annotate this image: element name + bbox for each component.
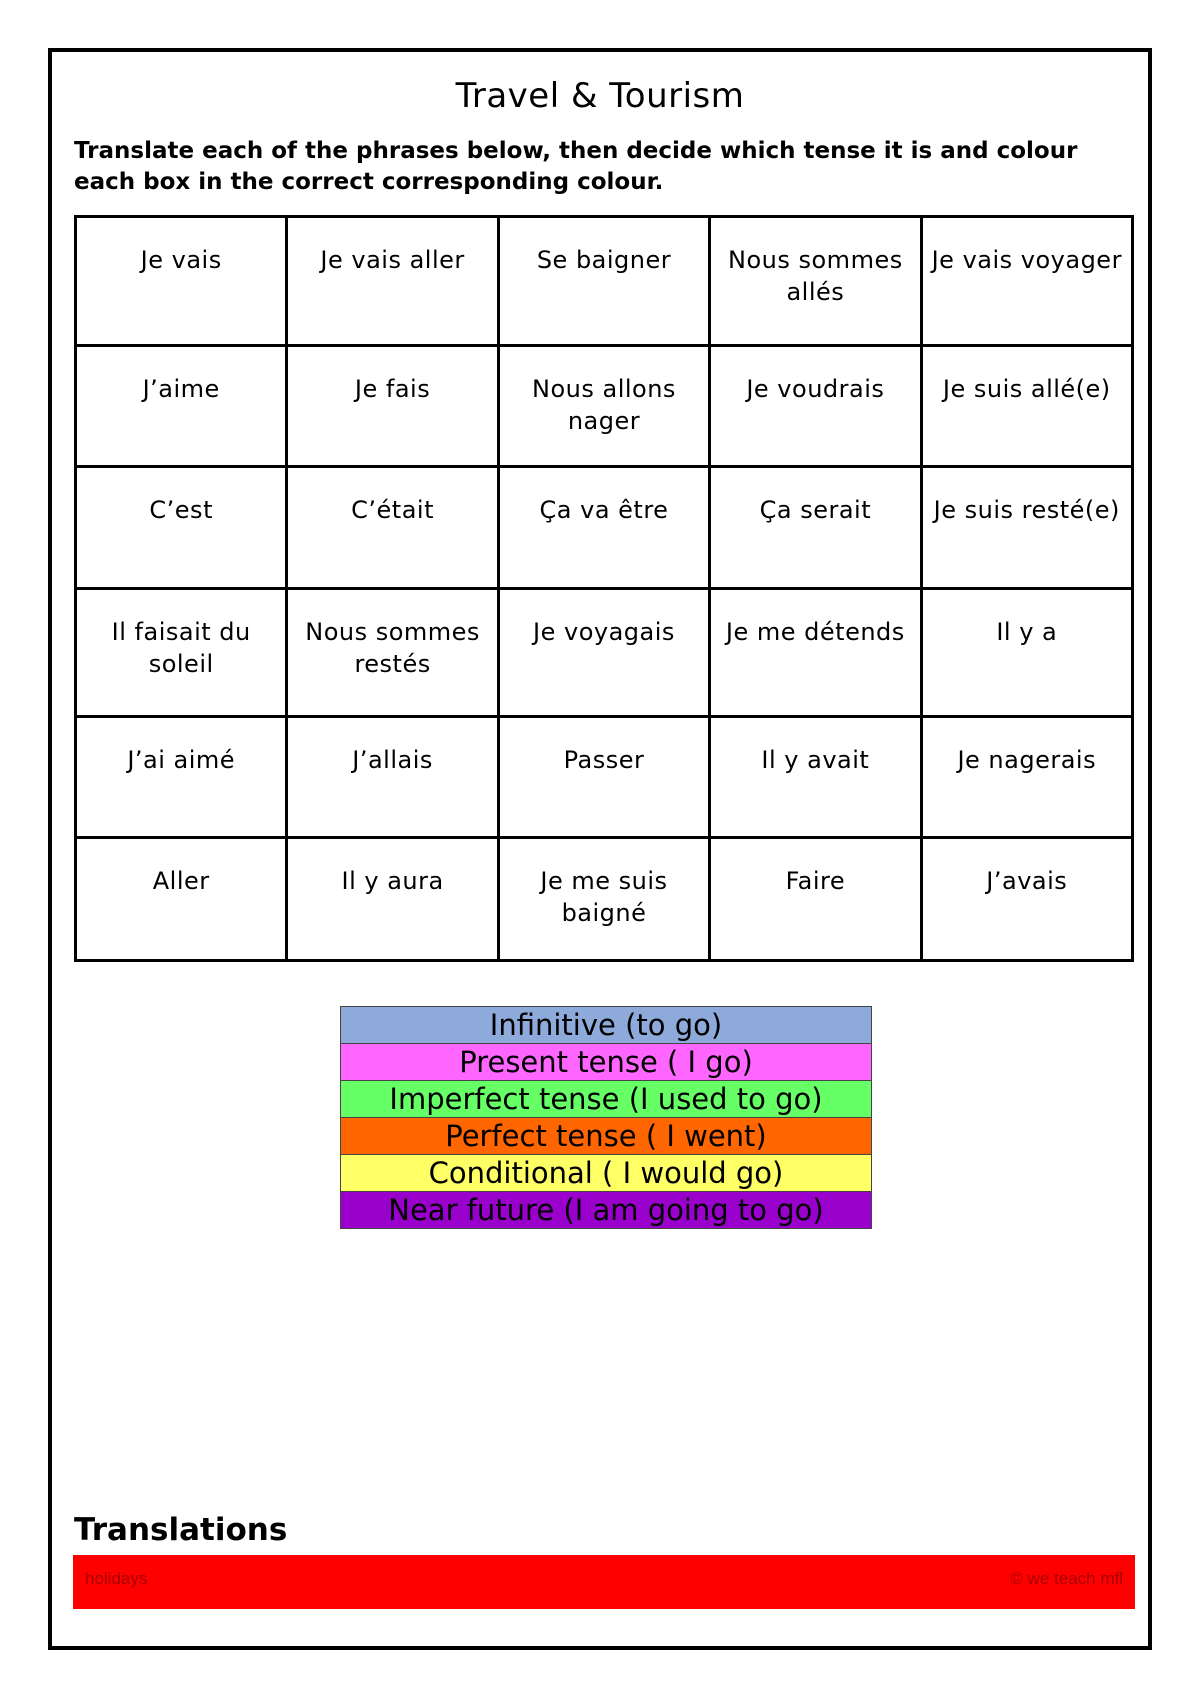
- instructions-text: Translate each of the phrases below, then decide which tense it is and colour each box in the correct corresponding colour.: [74, 138, 1078, 195]
- worksheet-frame: [48, 48, 1152, 1650]
- phrase-cell[interactable]: C’est: [76, 467, 287, 589]
- legend-row: [341, 1007, 872, 1044]
- grid-row: [76, 838, 1133, 961]
- legend-present: Present tense ( I go): [341, 1044, 872, 1081]
- phrase-cell[interactable]: Aller: [76, 838, 287, 961]
- legend-row: [341, 1081, 872, 1118]
- phrase-cell[interactable]: Je voyagais: [498, 589, 709, 717]
- phrase-cell[interactable]: Faire: [710, 838, 921, 961]
- phrase-cell[interactable]: Je suis allé(e): [921, 346, 1132, 467]
- phrase-cell[interactable]: J’allais: [287, 717, 498, 838]
- phrase-cell[interactable]: Je vais: [76, 217, 287, 346]
- grid-row: [76, 346, 1133, 467]
- footer-bar: [73, 1555, 1135, 1609]
- translations-heading: Translations: [74, 1512, 288, 1548]
- footer-topic: holidays: [85, 1569, 148, 1588]
- phrase-cell[interactable]: Je me suis baigné: [498, 838, 709, 961]
- phrase-cell[interactable]: Ça va être: [498, 467, 709, 589]
- phrase-cell[interactable]: Nous allons nager: [498, 346, 709, 467]
- phrase-cell[interactable]: J’aime: [76, 346, 287, 467]
- legend-infinitive: Infinitive (to go): [341, 1007, 872, 1044]
- phrase-cell[interactable]: Je vais aller: [287, 217, 498, 346]
- phrase-cell[interactable]: Ça serait: [710, 467, 921, 589]
- grid-row: [76, 467, 1133, 589]
- phrase-cell[interactable]: Je vais voyager: [921, 217, 1132, 346]
- grid-row: [76, 217, 1133, 346]
- phrase-cell[interactable]: Je me détends: [710, 589, 921, 717]
- phrase-cell[interactable]: Il y aura: [287, 838, 498, 961]
- legend-row: [341, 1118, 872, 1155]
- legend-row: [341, 1192, 872, 1229]
- phrase-cell[interactable]: C’était: [287, 467, 498, 589]
- legend-conditional: Conditional ( I would go): [341, 1155, 872, 1192]
- legend-row: [341, 1044, 872, 1081]
- phrase-cell[interactable]: Je nagerais: [921, 717, 1132, 838]
- phrase-cell[interactable]: Je voudrais: [710, 346, 921, 467]
- grid-row: [76, 717, 1133, 838]
- legend-imperfect: Imperfect tense (I used to go): [341, 1081, 872, 1118]
- phrase-cell[interactable]: Il y avait: [710, 717, 921, 838]
- legend-near-future: Near future (I am going to go): [341, 1192, 872, 1229]
- phrase-cell[interactable]: Nous sommes restés: [287, 589, 498, 717]
- phrase-cell[interactable]: Je suis resté(e): [921, 467, 1132, 589]
- legend-row: [341, 1155, 872, 1192]
- phrase-cell[interactable]: Il faisait du soleil: [76, 589, 287, 717]
- grid-row: [76, 589, 1133, 717]
- phrase-cell[interactable]: Il y a: [921, 589, 1132, 717]
- phrase-cell[interactable]: Nous sommes allés: [710, 217, 921, 346]
- phrase-cell[interactable]: Passer: [498, 717, 709, 838]
- tense-colour-key: [340, 1006, 872, 1229]
- legend-perfect: Perfect tense ( I went): [341, 1118, 872, 1155]
- page-title: Travel & Tourism: [455, 76, 745, 116]
- phrase-grid: [74, 215, 1134, 962]
- phrase-cell[interactable]: Je fais: [287, 346, 498, 467]
- phrase-cell[interactable]: Se baigner: [498, 217, 709, 346]
- phrase-cell[interactable]: J’ai aimé: [76, 717, 287, 838]
- phrase-cell[interactable]: J’avais: [921, 838, 1132, 961]
- footer-copyright: © we teach mfl: [1010, 1569, 1123, 1588]
